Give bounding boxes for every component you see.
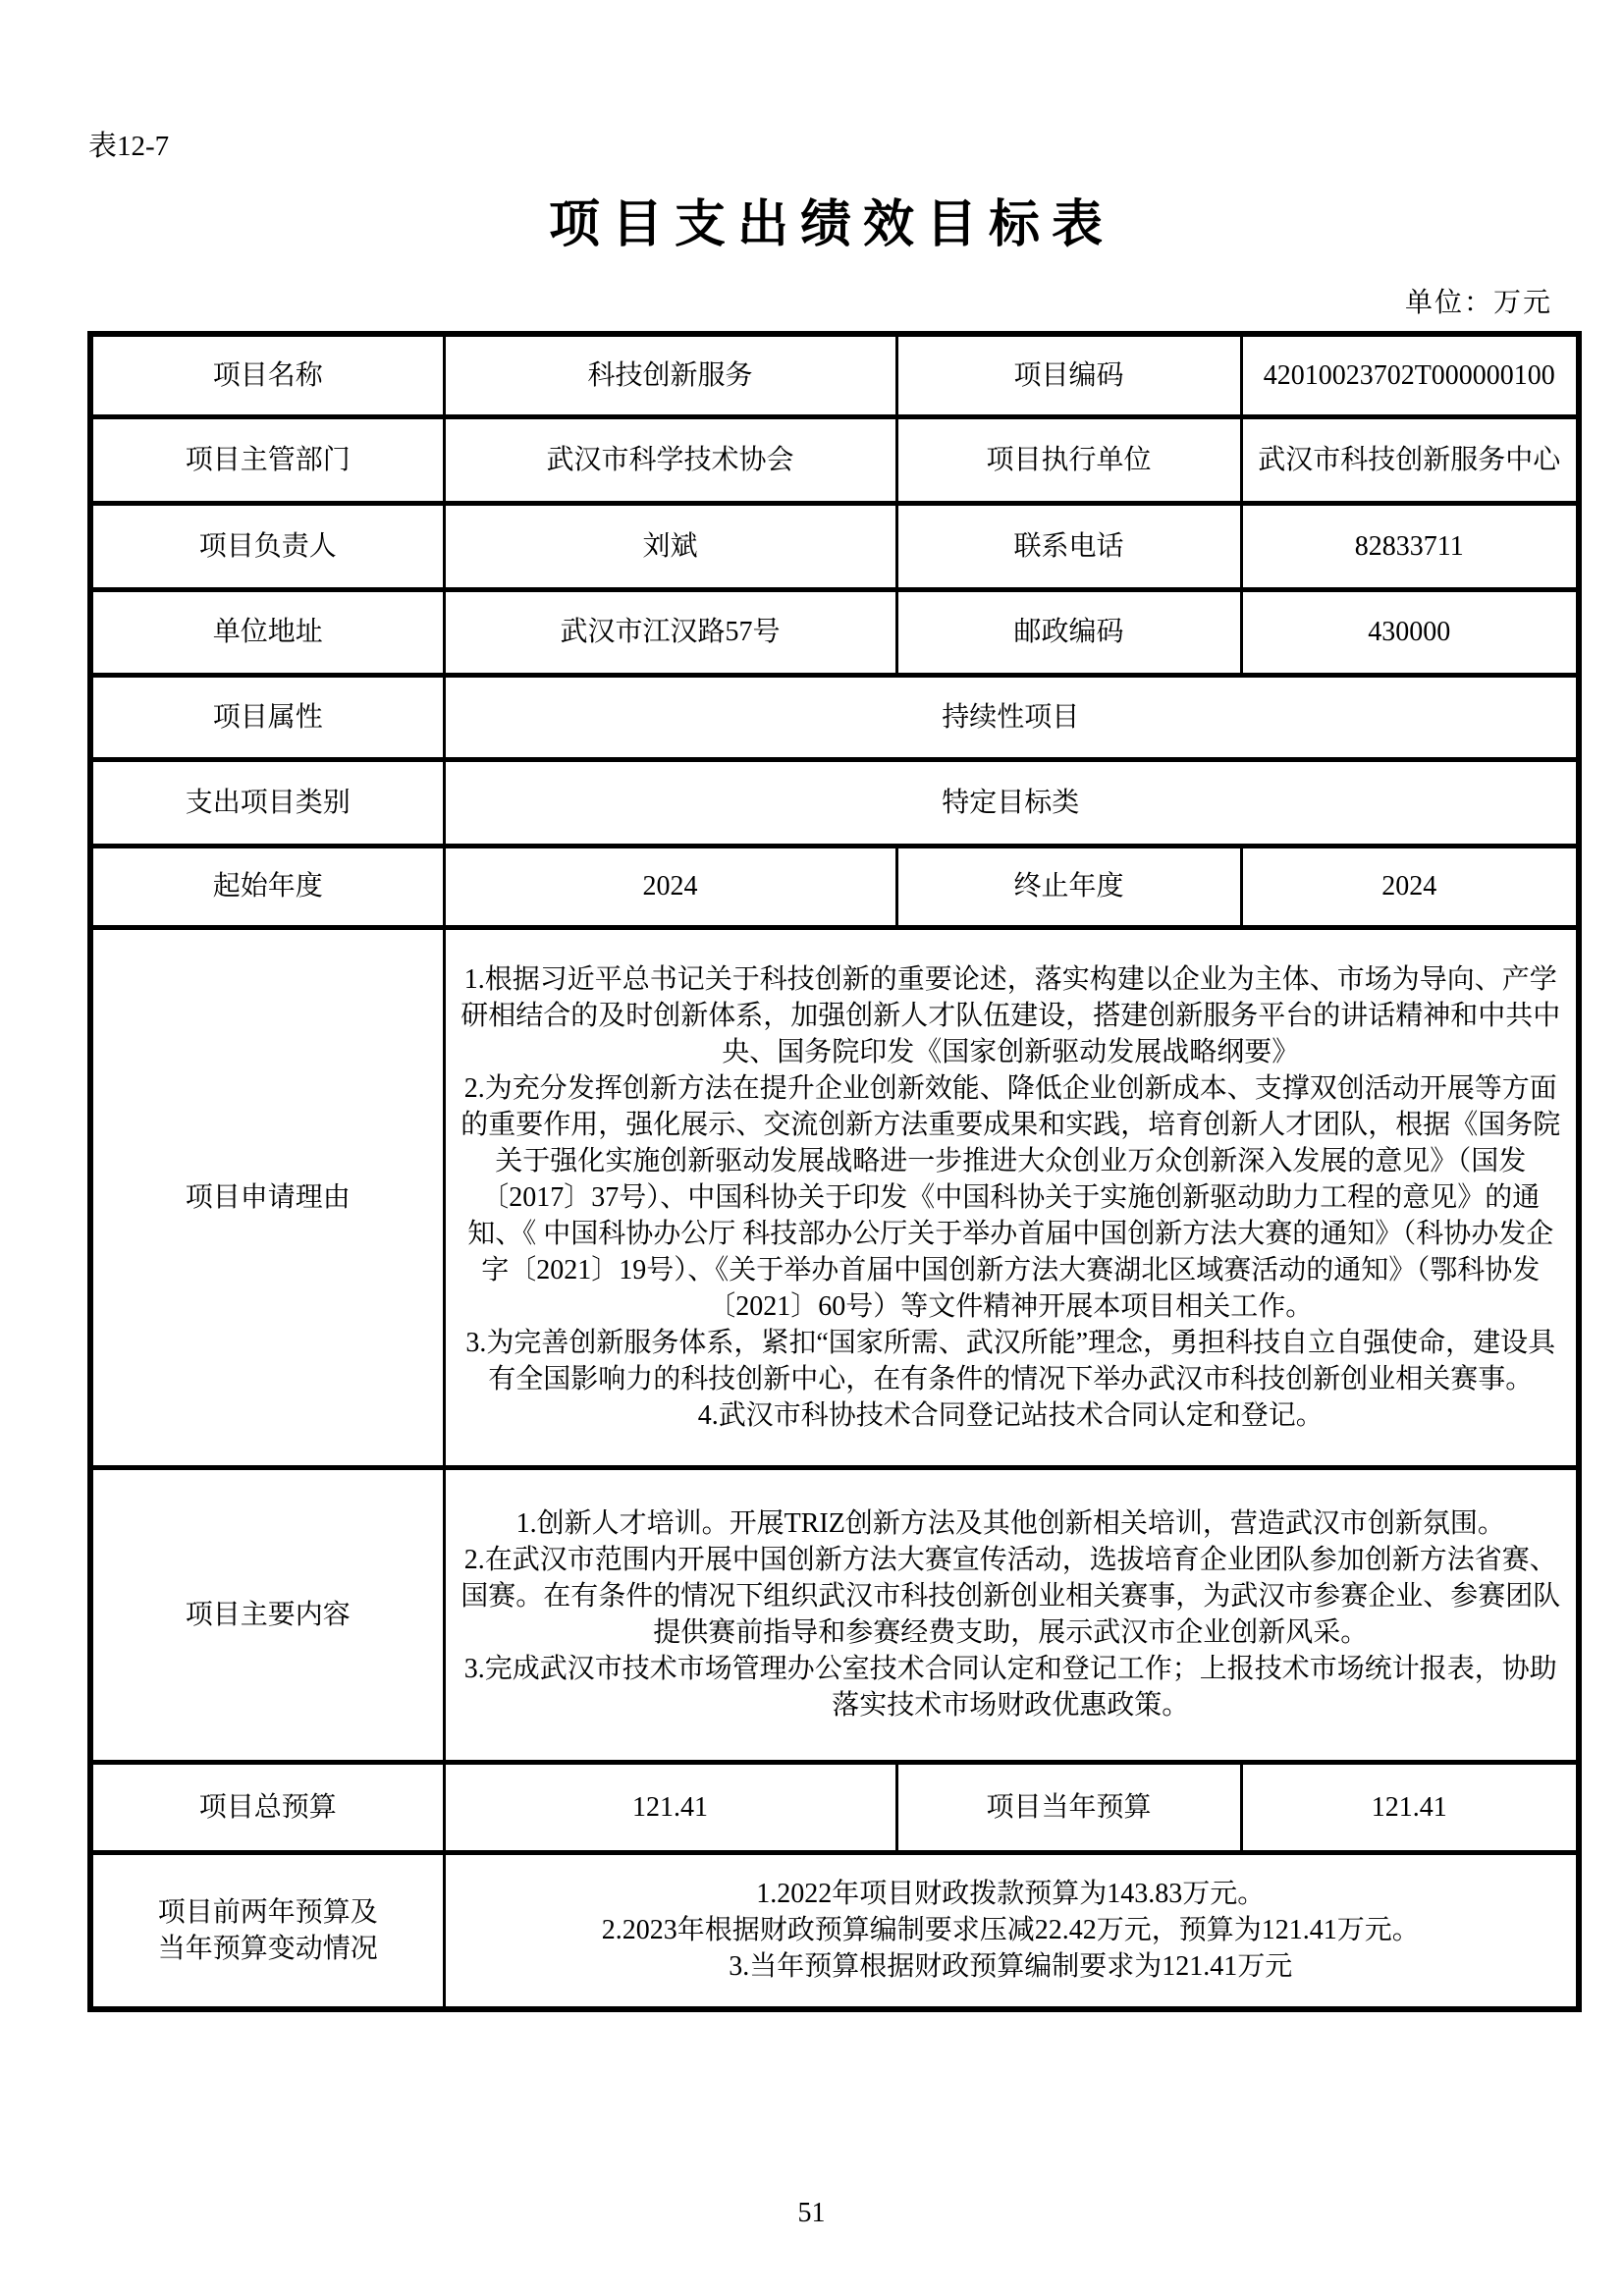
value-postal-code: 430000 [1241,589,1579,675]
label-budget-change: 项目前两年预算及 当年预算变动情况 [90,1852,444,2009]
value-project-leader: 刘斌 [444,503,896,589]
table-row [90,675,1579,759]
value-unit-address: 武汉市江汉路57号 [444,589,896,675]
table-row [90,334,1579,416]
label-current-year-budget: 项目当年预算 [896,1762,1241,1852]
label-application-reason: 项目申请理由 [90,927,444,1467]
label-contact-phone: 联系电话 [896,503,1241,589]
unit-note: 单位：万元 [1404,288,1552,318]
table-row [90,759,1579,846]
performance-target-table [87,331,1582,2012]
table-row [90,503,1579,589]
table-row [90,1852,1579,2009]
value-total-budget: 121.41 [444,1762,896,1852]
table-row [90,589,1579,675]
label-unit-address: 单位地址 [90,589,444,675]
value-project-code: 42010023702T000000100 [1241,334,1579,416]
table-row [90,1467,1579,1762]
label-total-budget: 项目总预算 [90,1762,444,1852]
value-project-attribute: 持续性项目 [444,675,1579,759]
label-supervising-department: 项目主管部门 [90,416,444,503]
value-start-year: 2024 [444,846,896,927]
table-row [90,416,1579,503]
label-expenditure-category: 支出项目类别 [90,759,444,846]
label-main-content: 项目主要内容 [90,1467,444,1762]
value-end-year: 2024 [1241,846,1579,927]
page-title: 项目支出绩效目标表 [548,197,1114,253]
text-main-content: 1.创新人才培训。开展TRIZ创新方法及其他创新相关培训，营造武汉市创新氛围。 2.在武汉市范围内开展中国创新方法大赛宣传活动，选拔培育企业团队参加创新方法省赛、国赛。在有条件的情况下组织武汉市科技创新创业相关赛事，为武汉市参赛企业、参赛团队提供赛前指导和参赛经费支助，展示武汉市企业创新风采。 3.完成武汉市技术市场管理办公室技术合同认定和登记工作；上报技术市场统计报表，协助落实技术市场财政优惠政策。 [444,1467,1579,1762]
sheet-label: 表12-7 [88,131,170,162]
label-project-leader: 项目负责人 [90,503,444,589]
page-number: 51 [797,2198,826,2228]
table-row [90,846,1579,927]
label-executing-unit: 项目执行单位 [896,416,1241,503]
value-expenditure-category: 特定目标类 [444,759,1579,846]
value-executing-unit: 武汉市科技创新服务中心 [1241,416,1579,503]
value-project-name: 科技创新服务 [444,334,896,416]
label-end-year: 终止年度 [896,846,1241,927]
table-row [90,927,1579,1467]
label-project-code: 项目编码 [896,334,1241,416]
text-application-reason: 1.根据习近平总书记关于科技创新的重要论述，落实构建以企业为主体、市场为导向、产学研相结合的及时创新体系，加强创新人才队伍建设，搭建创新服务平台的讲话精神和中共中央、国务院印发《国家创新驱动发展战略纲要》 2.为充分发挥创新方法在提升企业创新效能、降低企业创新成本、支撑双创活动开展等方面的重要作用，强化展示、交流创新方法重要成果和实践，培育创新人才团队，根据《国务院关于强化实施创新驱动发展战略进一步推进大众创业万众创新深入发展的意见》（国发〔2017〕37号）、中国科协关于印发《中国科协关于实施创新驱动助力工程的意见》的通知、《 中国科协办公厅 科技部办公厅关于举办首届中国创新方法大赛的通知》（科协办发企字〔2021〕19号）、《关于举办首届中国创新方法大赛湖北区域赛活动的通知》（鄂科协发〔2021〕60号）等文件精神开展本项目相关工作。 3.为完善创新服务体系，紧扣“国家所需、武汉所能”理念，勇担科技自立自强使命，建设具有全国影响力的科技创新中心，在有条件的情况下举办武汉市科技创新创业相关赛事。 4.武汉市科协技术合同登记站技术合同认定和登记。 [444,927,1579,1467]
table-row [90,1762,1579,1852]
text-budget-change: 1.2022年项目财政拨款预算为143.83万元。 2.2023年根据财政预算编制要求压减22.42万元，预算为121.41万元。 3.当年预算根据财政预算编制要求为121.41万元 [444,1852,1579,2009]
label-postal-code: 邮政编码 [896,589,1241,675]
label-project-name: 项目名称 [90,334,444,416]
value-contact-phone: 82833711 [1241,503,1579,589]
value-current-year-budget: 121.41 [1241,1762,1579,1852]
label-project-attribute: 项目属性 [90,675,444,759]
label-start-year: 起始年度 [90,846,444,927]
value-supervising-department: 武汉市科学技术协会 [444,416,896,503]
